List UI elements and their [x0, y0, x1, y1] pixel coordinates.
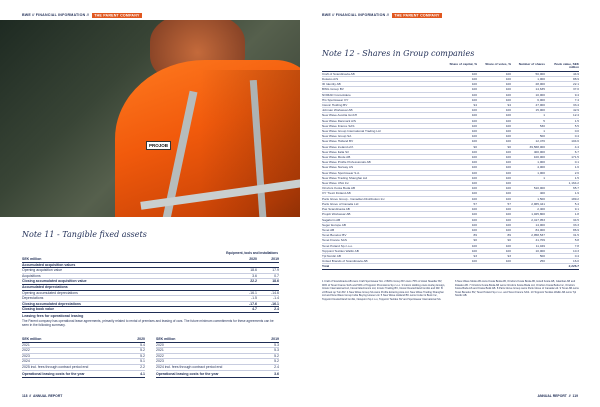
shares-header-row [322, 63, 579, 72]
share-votes: 100 [505, 259, 511, 264]
number-shares: 15,000 [535, 108, 545, 113]
book-value: 189.2 [571, 196, 579, 201]
company-name: New Wave Profile Professionals AB [322, 160, 371, 165]
share-votes: 100 [505, 196, 511, 201]
company-name: New Wave Holland BV [322, 139, 354, 144]
value-2020 [235, 285, 257, 290]
number-shares: 2,400 [537, 207, 545, 212]
book-value: 104.6 [571, 139, 579, 144]
lease-total-value: 3.6 [274, 372, 279, 377]
company-name: Texet AB [322, 227, 335, 232]
lease-row-value: 2.2 [140, 364, 145, 369]
share-capital: 100 [471, 113, 477, 118]
page-header-right [322, 13, 442, 17]
value-2019 [257, 285, 279, 290]
book-value: 37.0 [572, 87, 579, 92]
number-shares: 100,000 [533, 155, 545, 160]
share-capital: 100 [471, 181, 477, 186]
header-tag: THE PARENT COMPANY [394, 13, 440, 17]
total-label: Total [322, 264, 330, 269]
lease-row-value: 5.2 [140, 348, 145, 353]
book-value: 9.4 [574, 92, 579, 97]
share-votes: 100 [505, 191, 511, 196]
value-2020: -1.5 [250, 296, 257, 301]
share-votes: 100 [505, 181, 511, 186]
lease-row-label: 2023 [156, 359, 164, 364]
number-shares: 500 [539, 253, 545, 258]
company-name: Orrefors Kosta Boda AB [322, 186, 356, 191]
share-votes: 100 [505, 139, 511, 144]
value-2020: 3.6 [252, 273, 257, 278]
header-separator: // [32, 13, 35, 17]
value-2019: -16.1 [271, 301, 279, 306]
row-label: Opening acquisition value [22, 268, 63, 273]
share-votes: 89 [507, 233, 511, 238]
book-value: 33.4 [572, 103, 579, 108]
share-capital: 100 [471, 175, 477, 180]
note11-unit-label: SEK million [22, 257, 42, 261]
number-shares: 530 [539, 123, 545, 128]
company-name: Texet France SAS [322, 238, 347, 243]
right-page [300, 0, 600, 407]
book-value: 1.5 [574, 118, 579, 123]
number-shares: 84,000 [535, 227, 545, 232]
share-votes: 100 [505, 118, 511, 123]
book-value: 171.5 [571, 155, 579, 160]
header-section: FINANCIAL INFORMATION [35, 13, 86, 17]
company-name: Paris Glove of Canada Ltd [322, 201, 359, 206]
col-number-shares: Number of shares [518, 62, 545, 66]
share-votes: 100 [505, 243, 511, 248]
page-header-left [22, 13, 142, 17]
page-number: 119 [572, 394, 578, 398]
share-capital: 100 [471, 77, 477, 82]
value-2020 [235, 263, 257, 268]
lease-total-row [156, 372, 279, 378]
lease-row-value: 5.2 [274, 359, 279, 364]
company-name: New Wave Italia Srl [322, 149, 349, 154]
footer-right: ANNUAL REPORT // 119 [537, 394, 578, 398]
lease-row-label: 2022 [156, 353, 164, 358]
number-shares: 400 [539, 191, 545, 196]
row-label: Depreciations [22, 296, 44, 301]
company-name: New Wave Group SA [322, 134, 352, 139]
number-shares: 1,025,800 [531, 212, 545, 217]
book-value: 34.5 [572, 217, 579, 222]
lease-total-value: 4.1 [140, 372, 145, 377]
share-votes: 93 [507, 253, 511, 258]
book-value: 12.4 [572, 113, 579, 118]
share-votes: 100 [505, 170, 511, 175]
note11-table [22, 257, 279, 313]
number-shares: 28,000 [535, 82, 545, 87]
number-shares: 50,000 [535, 71, 545, 76]
company-name: OY Trexit Finland AB [322, 191, 351, 196]
number-shares: 2,958,537 [531, 233, 545, 238]
note11-year: 2020 [249, 257, 257, 261]
share-votes: 57 [507, 201, 511, 206]
company-name: Seger Europe AB [322, 222, 346, 227]
share-votes: 90 [507, 144, 511, 149]
number-shares [511, 181, 545, 185]
footer-left: 118 // ANNUAL REPORT [22, 394, 63, 398]
company-name: HG Sportswear OY [322, 97, 349, 102]
share-votes: 100 [505, 87, 511, 92]
share-capital: 100 [471, 139, 477, 144]
number-shares: 1,500 [537, 196, 545, 201]
number-shares: 1 [543, 175, 545, 180]
company-name: Craft of Scandinavia AB [322, 71, 355, 76]
number-shares: 1 [543, 113, 545, 118]
lease-row-label: 2020 [156, 342, 164, 347]
share-capital: 93 [473, 253, 477, 258]
company-name: Pax Scandinavia AB [322, 207, 350, 212]
company-name: ID Identity AB [322, 82, 341, 87]
number-shares: 400,000 [533, 149, 545, 154]
lease-total-label: Operational leasing costs for the year [22, 372, 85, 377]
col-share-capital: Share of capital, % [449, 62, 477, 66]
value-2019: 17.9 [272, 268, 279, 273]
company-name: New Wave Group International Trading Ltd [322, 129, 381, 134]
note11-row [22, 307, 279, 313]
book-value: 44.9 [572, 71, 579, 76]
book-value: 22.1 [572, 82, 579, 87]
book-value: 5.8 [574, 238, 579, 243]
book-value: 88.9 [572, 77, 579, 82]
share-votes: 100 [505, 82, 511, 87]
share-capital: 100 [471, 71, 477, 76]
share-capital: 100 [471, 259, 477, 264]
number-shares: 1,000 [537, 160, 545, 165]
share-votes: 94 [507, 103, 511, 108]
company-name: Texet Poland Sp.z.o.o. [322, 243, 353, 248]
footnotes-left: 1 Craft of Scandinavia AB owns Craft Sportswear NA. 2 BWG Group BV owns 75% of Hotel Staedler BV, 90% of Texet France SAS and 50% of Toppoint Promotions Sp.z.o.o. 3 Intoxic Holding owns Hurley Ensign, Intoxic International Ltd, Intoxic Electronics Ltd, Intoxic Trading BV, Intoxic Deutschland GmbH and DR. B vd Broek op Tuin BV. 4 New Wave Group SA owns Profile Entering Asia Ltd. New Wave Trading Shanghai Ltd and New Wave Group India Buying House Ltd. 5 New Wave Holland BV owns Cutter & Buck Inc, Toppoint Deutschland GmbH, Newpoint Sp.z.o.o, Toppoint Textiles NV and Sportswear International SA. [322, 280, 446, 301]
book-value: 5.4 [574, 201, 579, 206]
value-2020: -17.6 [249, 301, 257, 306]
book-value: 31.5 [572, 233, 579, 238]
share-capital: 100 [471, 160, 477, 165]
share-votes: 100 [505, 77, 511, 82]
value-2020: 18.6 [250, 268, 257, 273]
header-separator: // [86, 13, 89, 17]
lease-row-value: 5.2 [140, 353, 145, 358]
company-name: Intoxic Holding BV [322, 103, 348, 108]
lease-table-2019 [156, 337, 279, 378]
row-label: Opening accumulated depreciations [22, 290, 78, 295]
value-2019: -1.4 [272, 296, 279, 301]
book-value: 2.6 [574, 170, 579, 175]
row-label: Acquisitions [22, 273, 41, 278]
share-capital: 100 [471, 149, 477, 154]
leasing-title: Leasing fees for operational leasing [22, 314, 84, 318]
share-votes: 100 [505, 149, 511, 154]
book-value: 42.9 [572, 108, 579, 113]
number-shares: 47,000 [535, 103, 545, 108]
share-capital: 90 [473, 144, 477, 149]
lease-row [156, 365, 279, 371]
footer-label: ANNUAL REPORT [537, 394, 567, 398]
company-name: Texet Benelux BV [322, 233, 347, 238]
lease-row-label: 2021 [22, 342, 30, 347]
share-capital: 100 [471, 196, 477, 201]
value-2019: 0.7 [274, 273, 279, 278]
company-name: Projob Workwear AB [322, 212, 351, 217]
number-shares: 12,476 [535, 139, 545, 144]
page-number: 118 [22, 394, 28, 398]
lease-total-row [22, 372, 145, 378]
number-shares: 39,568,000 [529, 144, 545, 149]
share-votes: 100 [505, 113, 511, 118]
share-capital: 100 [471, 170, 477, 175]
company-name: New Wave Mode AB [322, 155, 351, 160]
share-capital: 90 [473, 238, 477, 243]
book-value: 1.6 [574, 165, 579, 170]
share-capital: 100 [471, 134, 477, 139]
col-share-votes: Share of votes, % [485, 62, 511, 66]
share-votes: 100 [505, 92, 511, 97]
book-value: 1.5 [574, 175, 579, 180]
lease-row-value: 5.4 [140, 342, 145, 347]
share-votes: 100 [505, 212, 511, 217]
company-name: New Wave France SAS [322, 123, 355, 128]
row-label: Closing accumulated acquisition value [22, 279, 87, 284]
share-votes: 100 [505, 129, 511, 134]
number-shares: 250 [539, 259, 545, 264]
number-shares: 1,000 [537, 170, 545, 175]
number-shares: 14,635 [535, 87, 545, 92]
note11-year: 2019 [271, 257, 279, 261]
share-votes: 100 [505, 165, 511, 170]
share-votes: 90 [507, 238, 511, 243]
lease-row-label: 2024 [22, 359, 30, 364]
lease-table-2020 [22, 337, 145, 378]
company-name: New Wave Danmark A/S [322, 118, 356, 123]
lease-unit: SEK million [22, 337, 42, 341]
number-shares: 14,000 [535, 222, 545, 227]
number-shares: 6,000 [537, 97, 545, 102]
share-votes: 100 [505, 175, 511, 180]
lease-row-value: 5.2 [274, 353, 279, 358]
number-shares: 1,000 [537, 77, 545, 82]
value-2019: -14.6 [271, 290, 279, 295]
share-capital: 100 [471, 92, 477, 97]
company-name: New Wave Sportswear S.A. [322, 170, 361, 175]
book-value: 9.1 [574, 207, 579, 212]
share-votes: 100 [505, 97, 511, 102]
book-value: 10.3 [572, 248, 579, 253]
book-value: 1.9 [574, 191, 579, 196]
share-capital: 100 [471, 222, 477, 227]
lease-row [22, 365, 145, 371]
company-name: Tpl Nordic AB [322, 253, 341, 258]
book-value: 6.7 [574, 149, 579, 154]
shares-table [322, 63, 579, 270]
company-name: Sagaform AB [322, 217, 341, 222]
share-capital: 89 [473, 233, 477, 238]
company-name: New Wave Iceland ehf. [322, 144, 354, 149]
total-value: 2,226.7 [568, 264, 579, 269]
share-capital: 100 [471, 186, 477, 191]
book-value: 7.8 [574, 243, 579, 248]
book-value: 16.0 [572, 259, 579, 264]
company-name: New Wave Austria GmbH [322, 113, 357, 118]
note11-column-group: Equipment, tools and installations [226, 251, 278, 255]
number-shares: 11,049 [535, 243, 545, 248]
company-name: Toppoint Textiles Wallin AB [322, 248, 359, 253]
lease-row-label: 2021 [156, 348, 164, 353]
company-name: Jobman Workwear AB [322, 108, 353, 113]
book-value: 0.4 [574, 253, 579, 258]
lease-row-label: 2022 [22, 348, 30, 353]
share-votes: 100 [505, 222, 511, 227]
footnotes-right: 6 New Wave Mode AB owns Kosta Boda AB, Orrefors Kosta Boda AB, Hotell Kosta AB, Glasriket AB and Dokeko AB. 7 Orrefors Kosta Boda AB owns Orrefors Kosta Boda Ltd, Orrefors Kosta Boda Inc, Orrefors Kosta Boda AS and Kosta Butik AB. 8 Paris Glove Group owns Paris Glove of Canada Ltd. 9 Texet AB owns Texet Benelux BV, Texet Poland Sp.z.o.o. and Texet France SAS. 10 Toppoint Textiles Wallin AB owns Tpl Nordic AB. [455, 280, 579, 297]
header-section: FINANCIAL INFORMATION [335, 13, 386, 17]
company-name: Dokeko A/S [322, 77, 339, 82]
lease-row-value: 5.3 [274, 348, 279, 353]
share-capital: 100 [471, 217, 477, 222]
number-shares: 500 [539, 134, 545, 139]
company-name: BWG Group BV [322, 87, 344, 92]
number-shares: 2,965,441 [531, 201, 545, 206]
row-label: Accumulated depreciations [22, 284, 68, 289]
share-capital: 100 [471, 123, 477, 128]
share-capital: 100 [471, 82, 477, 87]
share-capital: 100 [471, 165, 477, 170]
value-2020: 4.7 [252, 307, 257, 312]
number-shares: 10,000 [535, 248, 545, 253]
leasing-text: The Parent company has operational lease agreements, primarily related to rental of premises and leasing of cars. The future minimum commitments for these agreements can be seen in the following summary. [22, 319, 274, 327]
book-value: 1,164.2 [568, 181, 579, 186]
book-value: 1.8 [574, 212, 579, 217]
share-votes: 100 [505, 248, 511, 253]
note12-title: Note 12 - Shares in Group companies [322, 49, 475, 58]
book-value: 33.3 [572, 222, 579, 227]
share-votes: 100 [505, 217, 511, 222]
number-shares: 4,000 [537, 165, 545, 170]
value-2019 [257, 263, 279, 268]
lease-total-label: Operational leasing costs for the year [156, 372, 219, 377]
header-brand: BWE [22, 13, 31, 17]
value-2020: 22.2 [250, 279, 257, 284]
share-capital: 100 [471, 108, 477, 113]
col-book-value: Book value, SEK million [554, 62, 579, 70]
share-votes: 100 [505, 155, 511, 160]
share-capital: 100 [471, 212, 477, 217]
hero-photo [0, 20, 300, 217]
book-value: 65.7 [572, 186, 579, 191]
share-votes: 100 [505, 207, 511, 212]
book-value: 86.9 [572, 227, 579, 232]
share-capital: 100 [471, 87, 477, 92]
lease-unit: SEK million [156, 337, 176, 341]
lease-row-value: 5.3 [274, 342, 279, 347]
lease-row-value: 5.1 [140, 359, 145, 364]
share-capital: 100 [471, 118, 477, 123]
share-votes: 100 [505, 186, 511, 191]
share-capital: 100 [471, 207, 477, 212]
company-name: New Wave USA Inc [322, 181, 349, 186]
share-capital: 100 [471, 227, 477, 232]
number-shares: 41,709 [535, 238, 545, 243]
share-votes: 100 [505, 108, 511, 113]
share-capital: 100 [471, 248, 477, 253]
lease-year: 2019 [271, 337, 279, 341]
share-capital: 100 [471, 97, 477, 102]
share-votes: 100 [505, 71, 511, 76]
value-2020: -16.1 [249, 290, 257, 295]
book-value: 7.4 [574, 97, 579, 102]
book-value: 0.1 [574, 160, 579, 165]
share-capital: 100 [471, 243, 477, 248]
book-value: 5.5 [574, 123, 579, 128]
number-shares: 2,417,053 [531, 217, 545, 222]
company-name: New Wave Norway AS [322, 165, 354, 170]
value-2019: 2.4 [274, 307, 279, 312]
share-capital: 57 [473, 201, 477, 206]
header-brand: BWE [322, 13, 331, 17]
row-label: Closing book value [22, 307, 55, 312]
lease-row-label: 2025 incl. fees through contract period end [22, 364, 89, 369]
lease-row-value: 2.4 [274, 364, 279, 369]
company-name: United Brands of Scandinavia AB [322, 259, 368, 264]
share-capital: 100 [471, 155, 477, 160]
number-shares: 10,000 [535, 92, 545, 97]
header-separator: // [386, 13, 389, 17]
company-name: Paris Glove Group - Canadian Distribution Inc [322, 196, 385, 201]
number-shares: 510,000 [533, 186, 545, 191]
lease-row-label: 2023 [22, 353, 30, 358]
share-capital: 94 [473, 103, 477, 108]
number-shares: 5 [543, 118, 545, 123]
lease-row-label: 2024 incl. fees through contract period end [156, 364, 223, 369]
footer-label: ANNUAL REPORT [33, 394, 63, 398]
row-label: Closing accumulated depreciations [22, 301, 81, 306]
lease-year: 2020 [137, 337, 145, 341]
share-votes: 100 [505, 160, 511, 165]
projob-logo: PROJOB [146, 141, 171, 150]
share-votes: 100 [505, 227, 511, 232]
header-tag: THE PARENT COMPANY [94, 13, 140, 17]
company-name: New Wave Trading Shanghai Ltd [322, 175, 368, 180]
note11-title: Note 11 - Tangible fixed assets [22, 230, 147, 239]
book-value: 0.0 [574, 129, 579, 134]
number-shares: 1 [543, 129, 545, 134]
value-2019: 18.6 [272, 279, 279, 284]
share-capital: 100 [471, 191, 477, 196]
company-name: NOMAD Consolidere [322, 92, 351, 97]
shares-total-row [322, 264, 579, 269]
header-separator: // [332, 13, 335, 17]
row-label: Accumulated acquisition values [22, 262, 76, 267]
share-votes: 100 [505, 134, 511, 139]
share-capital: 100 [471, 129, 477, 134]
book-value: 4.4 [574, 144, 579, 149]
book-value: 0.4 [574, 134, 579, 139]
share-votes: 100 [505, 123, 511, 128]
